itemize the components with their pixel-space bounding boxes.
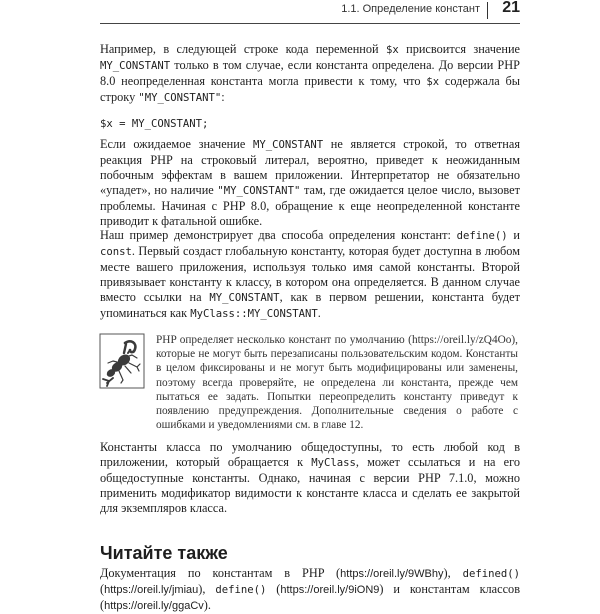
inline-code: define()	[215, 584, 267, 597]
paragraph-4: Константы класса по умолчанию общедоступны, то есть любой код в приложении, который обращается к MyClass, может ссылаться и на его общедоступные константы. Однако, начиная с версии PHP 7.1.0, можно применить модификатор видимости к константе класса и сделать ее закрытой для экземпляров класса.	[100, 440, 520, 516]
scorpion-icon	[99, 333, 145, 389]
link[interactable]: https://oreil.ly/9iON9	[280, 584, 380, 597]
inline-code: const	[100, 246, 132, 259]
inline-code: MyClass::MY_CONSTANT	[190, 308, 318, 321]
header-separator	[487, 2, 488, 19]
code-block: $x = MY_CONSTANT;	[100, 118, 209, 130]
section-heading: Читайте также	[100, 543, 228, 563]
running-header	[100, 0, 520, 24]
inline-code: $x	[385, 44, 399, 56]
inline-code: "MY_CONSTANT"	[217, 185, 301, 198]
inline-code: MY_CONSTANT	[209, 292, 280, 305]
note-text: PHP определяет несколько констант по умолчанию (https://oreil.ly/zQ4Oo), которые не могут быть перезаписаны пользовательским кодом. Константы в целом фиксированы и не могут быть модифицированы или заменены, поэтому всегда проверяйте, не определена ли константа, прежде чем пытаться ее задать. Попытки переопределить константу приведут к появлению предупреждения. Дополнительные сведения о работе с ошибками и уведомлениями см. в главе 12.	[156, 334, 518, 432]
inline-code: $x	[426, 76, 440, 89]
inline-code: MY_CONSTANT	[252, 139, 324, 151]
see-also-paragraph: Документация по константам в PHP (https://oreil.ly/9WBhy), defined() (https://oreil.ly/jmiau), define() (https://oreil.ly/9iON9) и константам классов (https://oreil.ly/ggaCv).	[100, 566, 521, 613]
inline-code: MyClass	[311, 457, 356, 470]
inline-code: defined()	[462, 568, 520, 580]
link[interactable]: https://oreil.ly/ggaCv	[104, 600, 204, 613]
link[interactable]: https://oreil.ly/9WBhy	[340, 568, 444, 580]
link[interactable]: https://oreil.ly/jmiau	[104, 584, 199, 597]
paragraph-3: Наш пример демонстрирует два способа определения констант: define() и const. Первый создаст глобальную константу, которая будет доступна в любом месте вашего приложения, используя только имя самой константы. Второй привязывает константу к классу, в котором она определяется. В данном случае вместо ссылки на MY_CONSTANT, как в первом решении, константа будет упоминаться как MyClass::MY_CONSTANT.	[100, 228, 520, 321]
inline-code: MY_CONSTANT	[100, 60, 171, 73]
paragraph-1: Например, в следующей строке кода переменной $x присвоится значение MY_CONSTANT только в том случае, если константа определена. До версии PHP 8.0 неопределенная константа могла привести к тому, что $x содержала бы строку "MY_CONSTANT":	[100, 42, 521, 105]
page-number: 21	[502, 0, 520, 16]
inline-code: "MY_CONSTANT"	[138, 92, 222, 105]
paragraph-2: Если ожидаемое значение MY_CONSTANT не является строкой, то ответная реакция PHP на строковый литерал, вероятно, приведет к неожиданным побочным эффектам в вашем приложении. Интерпретатор не обязательно «упадет», но наличие "MY_CONSTANT" там, где ожидается целое число, вызовет проблемы. Начиная с PHP 8.0, обращение к еще неопределенной константе приводит к фатальной ошибке.	[100, 137, 520, 229]
section-title: 1.1. Определение констант	[341, 3, 480, 15]
inline-code: define()	[456, 230, 508, 242]
